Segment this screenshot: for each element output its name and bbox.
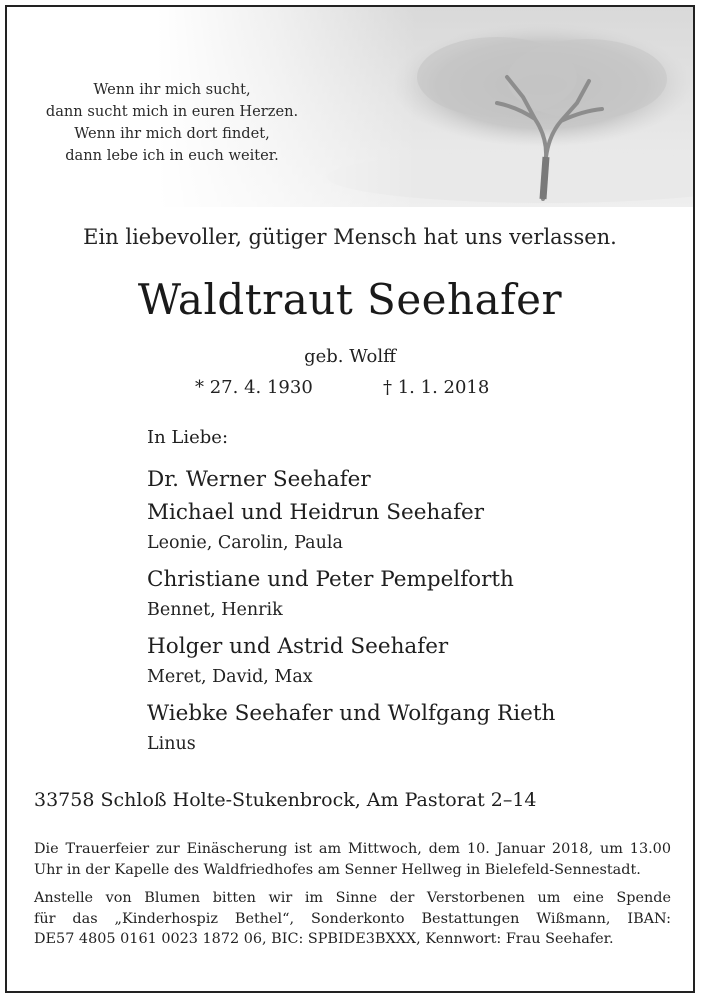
ceremony-line: Die Trauerfeier zur Einäscherung ist am Mittwoch, dem 10. Januar 2018, um 13.00 [34, 841, 671, 857]
poem-line: Wenn ihr mich dort findet, [74, 125, 270, 142]
children-names: Linus [147, 734, 196, 754]
death-date: † 1. 1. 2018 [383, 377, 490, 398]
obituary-card [5, 5, 695, 993]
family-name: Michael und Heidrun Seehafer [147, 500, 485, 525]
intro-text: Ein liebevoller, gütiger Mensch hat uns verlassen. [83, 225, 617, 249]
family-name: Holger und Astrid Seehafer [147, 634, 449, 659]
children-names: Bennet, Henrik [147, 600, 283, 620]
poem-line: dann sucht mich in euren Herzen. [45, 103, 299, 120]
ceremony-line: Uhr in der Kapelle des Waldfriedhofes am Senner Hellweg in Bielefeld-Sennestadt. [34, 861, 641, 878]
notes-block [34, 839, 671, 958]
children-names: Leonie, Carolin, Paula [147, 533, 343, 553]
donation-line: DE57 4805 0161 0023 1872 06, BIC: SPBIDE3BXXX, Kennwort: Frau Seehafer. [34, 931, 614, 947]
family-name: Christiane und Peter Pempelforth [147, 567, 514, 592]
donation-note [34, 888, 671, 950]
birth-date: * 27. 4. 1930 [195, 377, 313, 398]
mourners-list [147, 427, 667, 764]
life-dates [195, 377, 525, 405]
deceased-name: Waldtraut Seehafer [137, 275, 563, 324]
children-names: Meret, David, Max [147, 667, 313, 687]
donation-line: Anstelle von Blumen bitten wir im Sinne der Verstorbenen um eine Spende [34, 890, 671, 906]
mourners-label: In Liebe: [147, 427, 229, 448]
family-name: Wiebke Seehafer und Wolfgang Rieth [147, 701, 556, 726]
ceremony-note [34, 839, 671, 880]
donation-line: für das „Kinderhospiz Bethel“, Sonderkonto Bestattungen Wißmann, IBAN: [34, 910, 671, 927]
maiden-name: geb. Wolff [304, 346, 396, 367]
poem-line: dann lebe ich in euch weiter. [65, 147, 279, 164]
address: 33758 Schloß Holte-Stukenbrock, Am Pastorat 2–14 [34, 789, 537, 811]
header-section [7, 7, 693, 207]
family-name: Dr. Werner Seehafer [147, 467, 371, 492]
poem-line: Wenn ihr mich sucht, [93, 81, 251, 98]
poem-block [37, 79, 307, 167]
